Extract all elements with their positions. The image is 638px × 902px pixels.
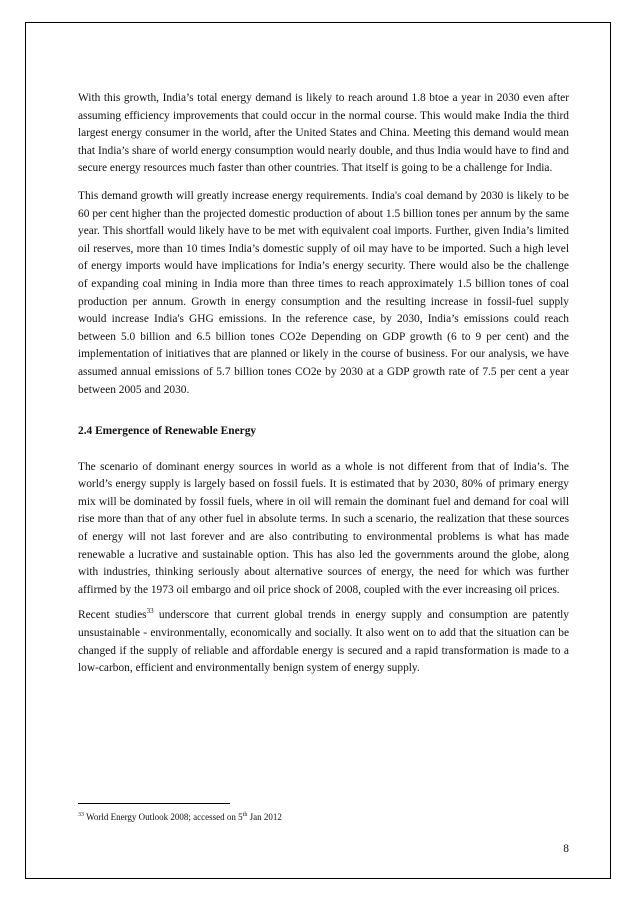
- paragraph-recent-studies-rest: underscore that current global trends in energy supply and consumption are patently unsustainable - environmentally, economically and socially. It also went on to add that the situation can be changed if the supply of reliable and affordable energy is secured and a rapid transformation is made to a low-carbon, efficient and environmentally benign system of energy supply.: [78, 609, 569, 675]
- footnote-separator: [78, 803, 230, 804]
- paragraph-demand-growth: This demand growth will greatly increase energy requirements. India's coal demand by 2030 is likely to be 60 per cent higher than the projected domestic production of about 1.5 billion tones per annum by the same year. This shortfall would likely have to be met with equivalent coal imports. Further, given India’s limited oil reserves, more than 10 times India’s domestic supply of oil may have to be imported. Such a high level of energy imports would have implications for India’s energy security. There would also be the challenge of expanding coal mining in India more than three times to reach approximately 1.5 billion tones of coal production per annum. Growth in energy consumption and the resulting increase in fossil-fuel supply would increase India's GHG emissions. In the reference case, by 2030, India’s emissions could reach between 5.0 billion and 6.5 billion tones CO2e Depending on GDP growth (6 to 9 per cent) and the implementation of initiatives that are planned or likely in the course of business. For our analysis, we have assumed annual emissions of 5.7 billion tones CO2e by 2030 at a GDP growth rate of 7.5 per cent a year between 2005 and 2030.: [78, 189, 569, 396]
- footnote-ordinal: th: [242, 812, 248, 818]
- page-number: 8: [563, 843, 569, 855]
- footnote-number: 33: [78, 812, 84, 818]
- paragraph-recent-studies-start: Recent studies: [78, 609, 147, 622]
- footnote-text-start: World Energy Outlook 2008; accessed on 5: [84, 812, 243, 822]
- paragraph-renewable-scenario: The scenario of dominant energy sources in world as a whole is not different from that of India’s. The world’s energy supply is largely based on fossil fuels. It is estimated that by 2030, 80% of primary energy mix will be dominated by fossil fuels, where in oil will remain the dominant fuel and demand for coal will rise more than that of any other fuel in absolute terms. In such a scenario, the realization that these sources of energy will not last forever and are also contributing to environmental problems is what has made renewable a lucrative and sustainable option. This has also led the governments around the globe, along with industries, thinking seriously about alternative sources of energy, the need for which was further affirmed by the 1973 oil embargo and oil price shock of 2008, coupled with the ever increasing oil prices.: [78, 460, 569, 596]
- paragraph-energy-demand: With this growth, India’s total energy demand is likely to reach around 1.8 btoe a year in 2030 even after assuming efficiency improvements that could occur in the normal course. This would make India the third largest energy consumer in the world, after the United States and China. Meeting this demand would mean that India’s share of world energy consumption would nearly double, and thus India would have to find and secure energy resources much faster than other countries. That itself is going to be a challenge for India.: [78, 92, 569, 175]
- footnote: [78, 811, 558, 823]
- paragraph-recent-studies: [78, 607, 569, 677]
- page-body: [78, 90, 569, 678]
- footnote-reference[interactable]: 33: [146, 607, 154, 616]
- footnote-text-end: Jan 2012: [247, 812, 282, 822]
- section-heading: 2.4 Emergence of Renewable Energy: [78, 425, 257, 438]
